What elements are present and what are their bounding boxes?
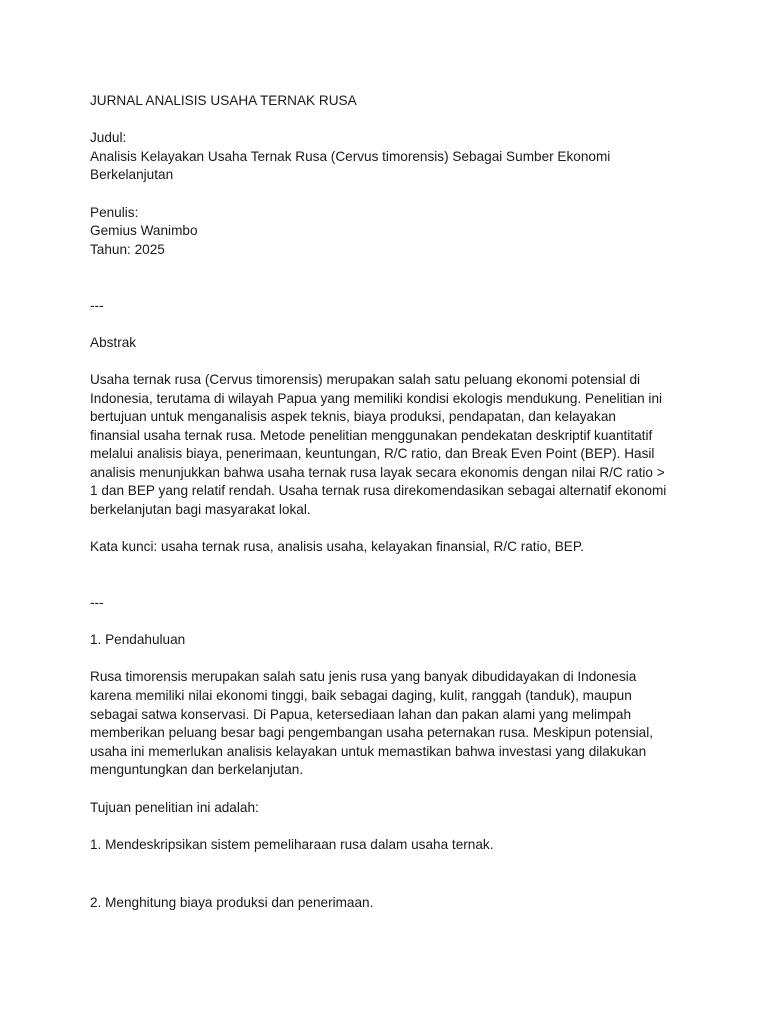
abstrak-line: finansial usaha ternak rusa. Metode penelitian menggunakan pendekatan deskriptif kuantitatif — [90, 427, 653, 443]
pendahuluan-heading: 1. Pendahuluan — [90, 632, 186, 648]
document-page — [90, 92, 690, 913]
abstrak-line: analisis menunjukkan bahwa usaha ternak rusa layak secara ekonomis dengan nilai R/C ratio > — [90, 464, 665, 480]
pendahuluan-line: sebagai satwa konservasi. Di Papua, ketersediaan lahan dan pakan alami yang melimpah — [90, 706, 632, 722]
tujuan-intro: Tujuan penelitian ini adalah: — [90, 799, 259, 815]
judul-text-line: Berkelanjutan — [90, 167, 174, 183]
tujuan-item: 1. Mendeskripsikan sistem pemeliharaan rusa dalam usaha ternak. — [90, 836, 494, 852]
pendahuluan-line: karena memiliki nilai ekonomi tinggi, baik sebagai daging, kulit, ranggah (tanduk), maupun — [90, 688, 632, 703]
separator: --- — [90, 297, 104, 313]
pendahuluan-line: memberikan peluang besar bagi pengembangan usaha peternakan rusa. Meskipun potensial, — [90, 725, 654, 741]
abstrak-line: bertujuan untuk menganalisis aspek teknis, biaya produksi, pendapatan, dan kelayakan — [90, 409, 616, 425]
judul-label: Judul: — [90, 130, 127, 146]
kata-kunci: Kata kunci: usaha ternak rusa, analisis usaha, kelayakan finansial, R/C ratio, BEP. — [90, 539, 584, 555]
pendahuluan-paragraph — [90, 668, 690, 780]
abstrak-line: melalui analisis biaya, penerimaan, keuntungan, R/C ratio, dan Break Even Point (BEP). Hasil — [90, 446, 655, 462]
abstrak-paragraph — [90, 371, 690, 520]
penulis-name: Gemius Wanimbo — [90, 223, 198, 239]
document-title: JURNAL ANALISIS USAHA TERNAK RUSA — [90, 93, 357, 108]
abstrak-line: Usaha ternak rusa (Cervus timorensis) merupakan salah satu peluang ekonomi potensial di — [90, 371, 641, 387]
tahun-text: Tahun: 2025 — [90, 241, 165, 257]
abstrak-line: 1 dan BEP yang relatif rendah. Usaha ternak rusa direkomendasikan sebagai alternatif ekonomi — [90, 483, 667, 499]
pendahuluan-line: usaha ini memerlukan analisis kelayakan untuk memastikan bahwa investasi yang dilakukan — [90, 743, 647, 759]
abstrak-heading: Abstrak — [90, 334, 137, 350]
pendahuluan-line: Rusa timorensis merupakan salah satu jenis rusa yang banyak dibudidayakan di Indonesia — [90, 669, 637, 685]
judul-text-line: Analisis Kelayakan Usaha Ternak Rusa (Cervus timorensis) Sebagai Sumber Ekonomi — [90, 148, 611, 164]
abstrak-line: Indonesia, terutama di wilayah Papua yang memiliki kondisi ekologis mendukung. Penelitian ini — [90, 390, 663, 406]
separator: --- — [90, 595, 104, 611]
penulis-label: Penulis: — [90, 204, 139, 220]
tujuan-item: 2. Menghitung biaya produksi dan penerimaan. — [90, 895, 374, 911]
abstrak-line: berkelanjutan bagi masyarakat lokal. — [90, 502, 311, 518]
pendahuluan-line: menguntungkan dan berkelanjutan. — [90, 762, 304, 778]
